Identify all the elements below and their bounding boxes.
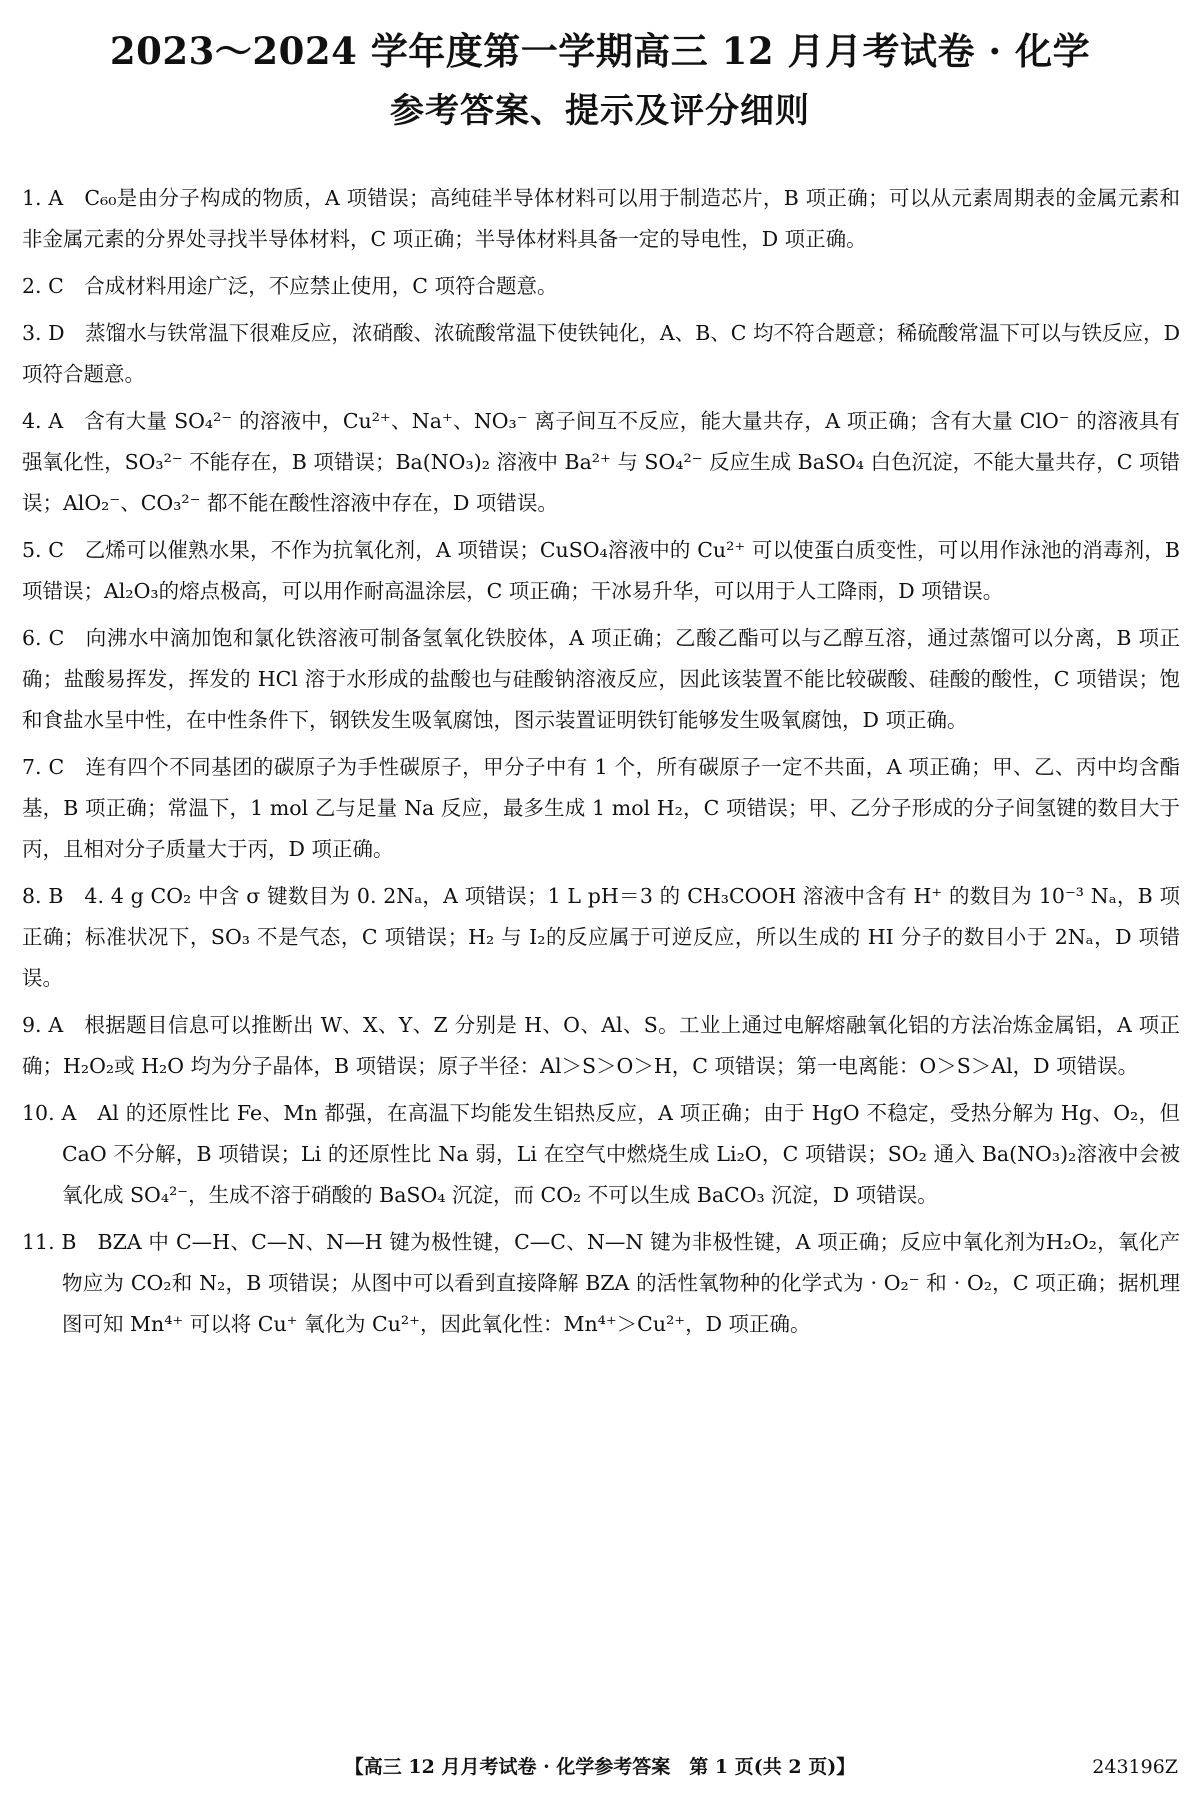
answers-list (22, 178, 1180, 1351)
answer-item-7: 7. C 连有四个不同基团的碳原子为手性碳原子，甲分子中有 1 个，所有碳原子一定不共面，A 项正确；甲、乙、丙中均含酯基，B 项正确；常温下，1 mol 乙与足量 Na 反应，最多生成 1 mol H₂，C 项错误；甲、乙分子形成的分子间氢键的数目大于丙，且相对分子质量大于丙，D 项正确。 (22, 755, 1180, 861)
answer-item-11: 11. B BZA 中 C—H、C—N、N—H 键为极性键，C—C、N—N 键为非极性键，A 项正确；反应中氧化剂为H₂O₂，氧化产物应为 CO₂和 N₂，B 项错误；从图中可以看到直接降解 BZA 的活性氧物种的化学式为 · O₂⁻ 和 · O₂，C 项正确；据机理图可知 Mn⁴⁺ 可以将 Cu⁺ 氧化为 Cu²⁺，因此氧化性：Mn⁴⁺＞Cu²⁺，D 项正确。 (22, 1230, 1180, 1336)
page-subtitle: 参考答案、提示及评分细则 (390, 91, 810, 131)
page-footer (0, 1752, 1200, 1782)
answer-item-6: 6. C 向沸水中滴加饱和氯化铁溶液可制备氢氧化铁胶体，A 项正确；乙酸乙酯可以与乙醇互溶，通过蒸馏可以分离，B 项正确；盐酸易挥发，挥发的 HCl 溶于水形成的盐酸也与硅酸钠溶液反应，因此该装置不能比较碳酸、硅酸的酸性，C 项错误；饱和食盐水呈中性，在中性条件下，钢铁发生吸氧腐蚀，图示装置证明铁钉能够发生吸氧腐蚀，D 项正确。 (22, 626, 1180, 732)
answer-item-4: 4. A 含有大量 SO₄²⁻ 的溶液中，Cu²⁺、Na⁺、NO₃⁻ 离子间互不反应，能大量共存，A 项正确；含有大量 ClO⁻ 的溶液具有强氧化性，SO₃²⁻ 不能存在，B 项错误；Ba(NO₃)₂ 溶液中 Ba²⁺ 与 SO₄²⁻ 反应生成 BaSO₄ 白色沉淀，不能大量共存，C 项错误；AlO₂⁻、CO₃²⁻ 都不能在酸性溶液中存在，D 项错误。 (22, 409, 1180, 515)
answer-item-9: 9. A 根据题目信息可以推断出 W、X、Y、Z 分别是 H、O、Al、S。工业上通过电解熔融氧化铝的方法冶炼金属铝，A 项正确；H₂O₂或 H₂O 均为分子晶体，B 项错误；原子半径：Al＞S＞O＞H，C 项错误；第一电离能：O＞S＞Al，D 项错误。 (22, 1013, 1180, 1078)
answer-item-3: 3. D 蒸馏水与铁常温下很难反应，浓硝酸、浓硫酸常温下使铁钝化，A、B、C 均不符合题意；稀硫酸常温下可以与铁反应，D 项符合题意。 (22, 321, 1180, 386)
answer-item-10: 10. A Al 的还原性比 Fe、Mn 都强，在高温下均能发生铝热反应，A 项正确；由于 HgO 不稳定，受热分解为 Hg、O₂，但 CaO 不分解，B 项错误；Li 的还原性比 Na 弱，Li 在空气中燃烧生成 Li₂O，C 项错误；SO₂ 通入 Ba(NO₃)₂溶液中会被氧化成 SO₄²⁻，生成不溶于硝酸的 BaSO₄ 沉淀，而 CO₂ 不可以生成 BaCO₃ 沉淀，D 项错误。 (22, 1101, 1180, 1207)
answer-item-5: 5. C 乙烯可以催熟水果，不作为抗氧化剂，A 项错误；CuSO₄溶液中的 Cu²⁺ 可以使蛋白质变性，可以用作泳池的消毒剂，B 项错误；Al₂O₃的熔点极高，可以用作耐高温涂层，C 项正确；干冰易升华，可以用于人工降雨，D 项错误。 (22, 538, 1180, 603)
page-title: 2023～2024 学年度第一学期高三 12 月月考试卷 · 化学 (109, 29, 1091, 73)
answer-item-1: 1. A C₆₀是由分子构成的物质，A 项错误；高纯硅半导体材料可以用于制造芯片，B 项正确；可以从元素周期表的金属元素和非金属元素的分界处寻找半导体材料，C 项正确；半导体材料具备一定的导电性，D 项正确。 (22, 186, 1180, 251)
answer-item-8: 8. B 4. 4 g CO₂ 中含 σ 键数目为 0. 2Nₐ，A 项错误；1 L pH＝3 的 CH₃COOH 溶液中含有 H⁺ 的数目为 10⁻³ Nₐ，B 项正确；标准状况下，SO₃ 不是气态，C 项错误；H₂ 与 I₂的反应属于可逆反应，所以生成的 HI 分子的数目小于 2Nₐ，D 项错误。 (22, 884, 1180, 990)
answer-item-2: 2. C 合成材料用途广泛，不应禁止使用，C 项符合题意。 (22, 274, 558, 298)
footer-code: 243196Z (1092, 1756, 1178, 1778)
footer-page-info: 【高三 12 月月考试卷 · 化学参考答案 第 1 页(共 2 页)】 (344, 1756, 856, 1778)
